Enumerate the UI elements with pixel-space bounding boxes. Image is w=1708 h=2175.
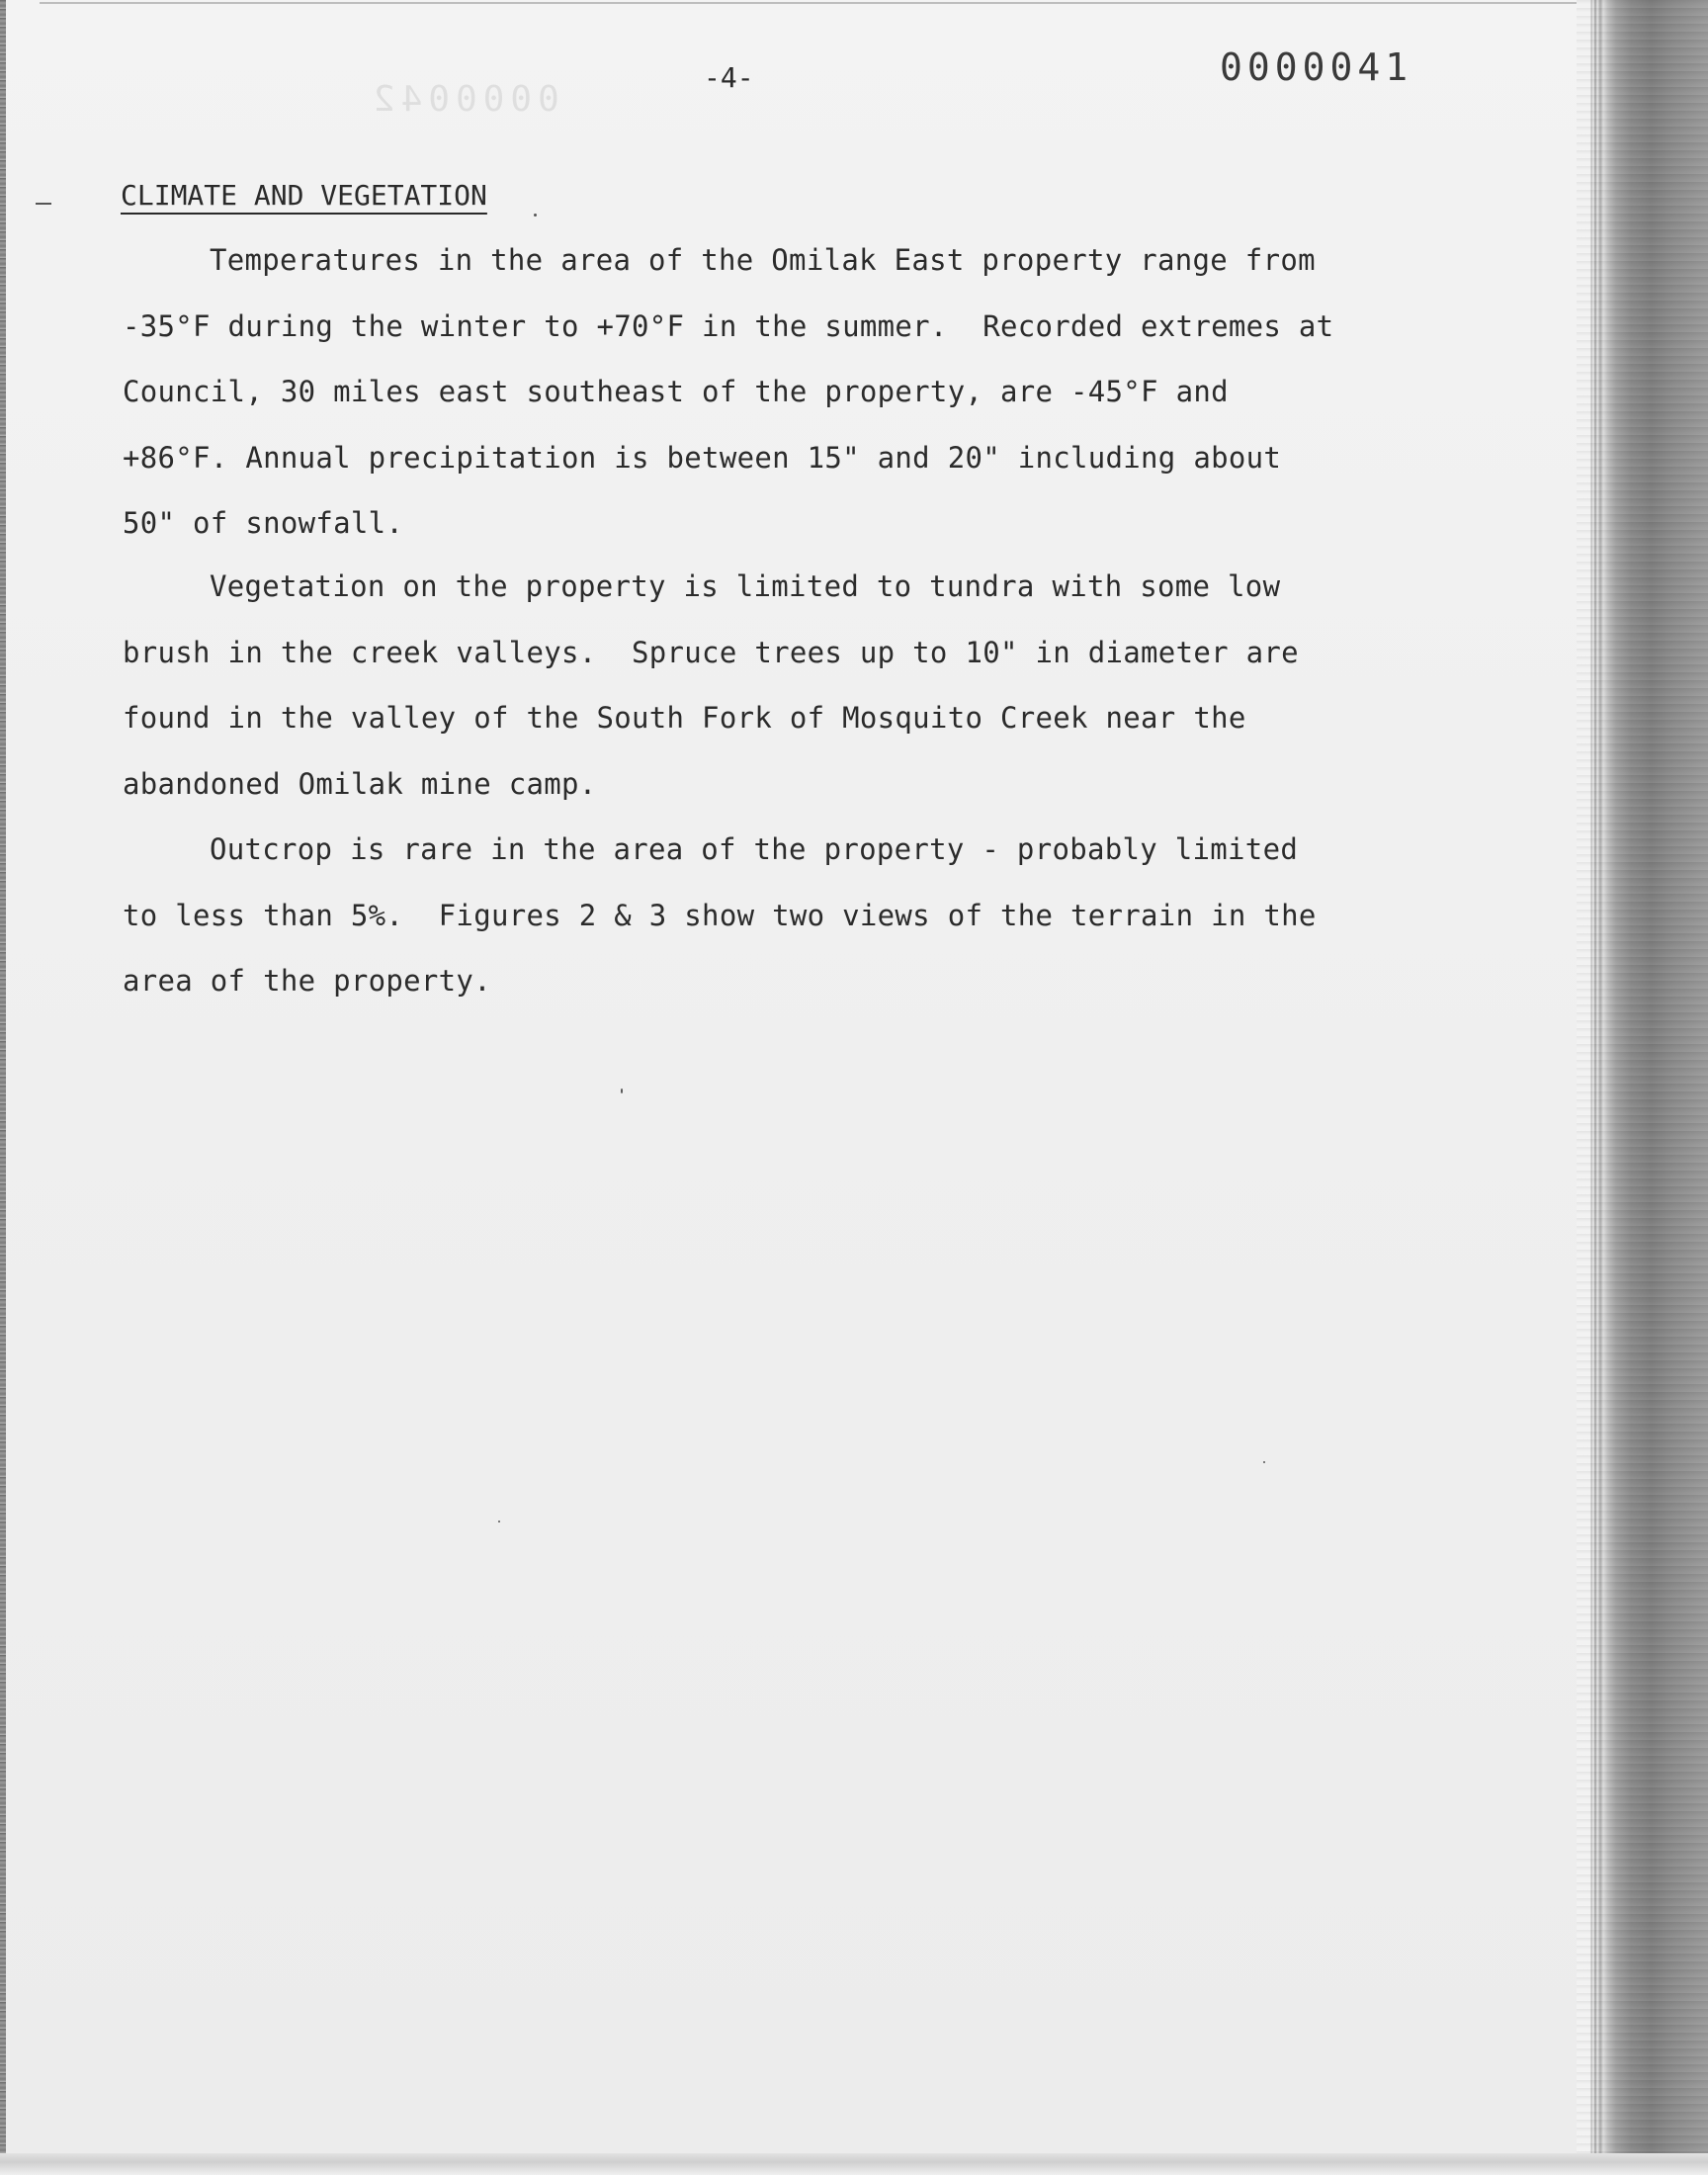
binding-texture [1577, 0, 1708, 2175]
document-number: 0000041 [1220, 45, 1413, 89]
scan-speck [498, 1521, 500, 1522]
page-bottom-edge [0, 2153, 1708, 2175]
scan-speck [621, 1088, 623, 1093]
margin-mark [36, 203, 51, 205]
bleed-through-number: 0000042 [368, 79, 559, 120]
scan-speck [534, 214, 537, 217]
section-heading: CLIMATE AND VEGETATION [121, 179, 487, 212]
paragraph-vegetation: Vegetation on the property is limited to tundra with some low brush in the creek valleys. Spruce trees up to 10" in diameter are found in the valley of the South Fork of Mosquito Creek near the abandoned Omilak mine camp. [123, 569, 1317, 801]
page-left-edge [0, 0, 6, 2175]
page-top-edge [40, 2, 1581, 4]
scan-speck [1263, 1461, 1265, 1463]
paragraph-climate: Temperatures in the area of the Omilak East property range from -35°F during the winter to +70°F in the summer. Recorded extremes at Council, 30 miles east southeast of the property, are -45°F and +86°F. Annual precipitation is between 15" and 20" including about 50" of snowfall. [123, 243, 1352, 540]
page-number: -4- [704, 61, 754, 94]
paragraph-outcrop: Outcrop is rare in the area of the property - probably limited to less than 5%. Figures 2 & 3 show two views of the terrain in the area of the property. [123, 832, 1334, 998]
